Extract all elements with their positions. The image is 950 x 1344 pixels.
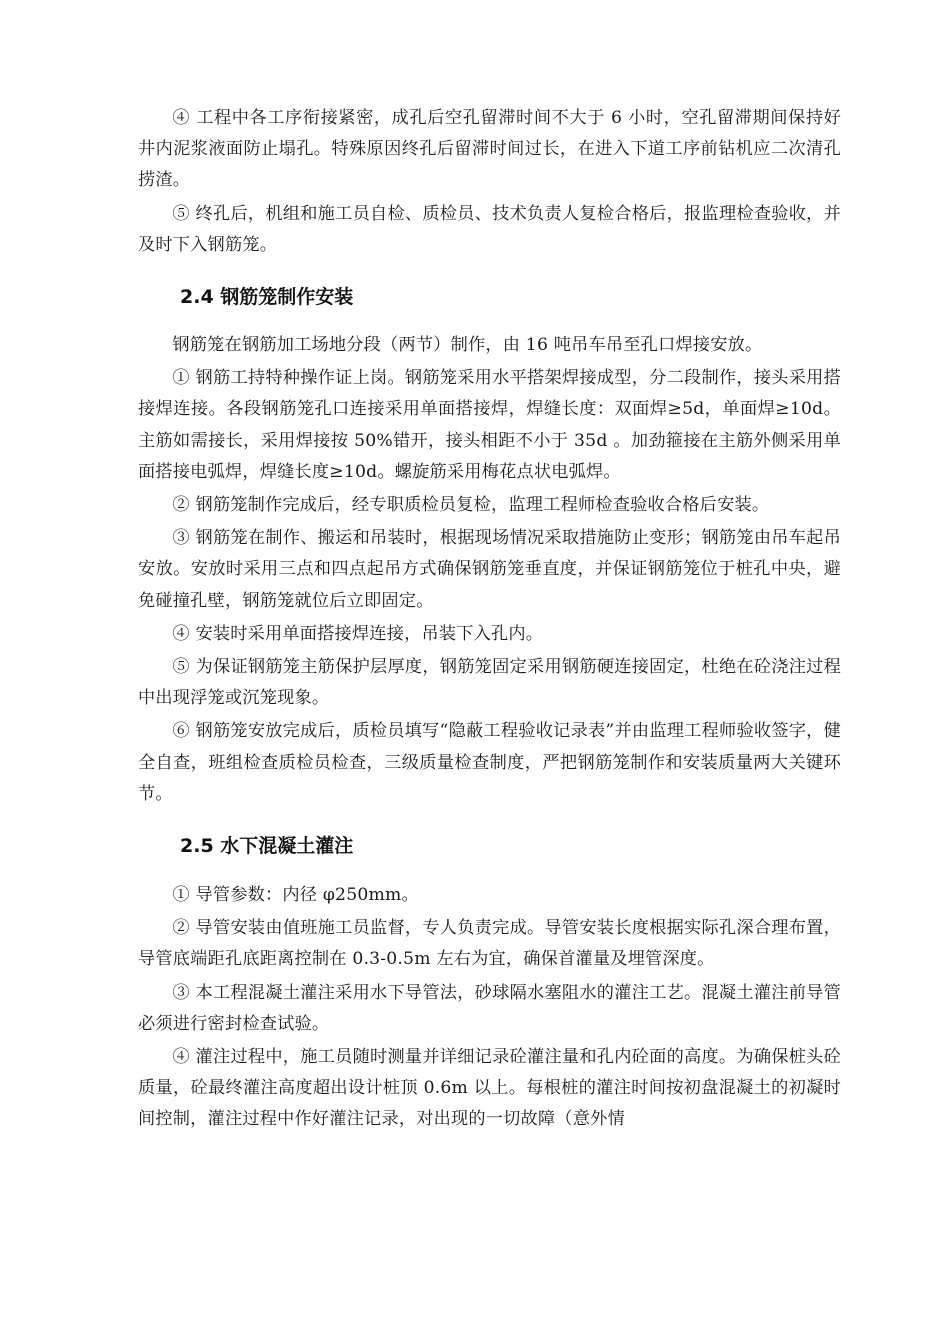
- section-2-4-item-1: ① 钢筋工持特种操作证上岗。钢筋笼采用水平搭架焊接成型，分二段制作，接头采用搭接焊连接。各段钢筋笼孔口连接采用单面搭接焊，焊缝长度：双面焊≥5d，单面焊≥10d。主筋如需接长，采用焊接按 50%错开，接头相距不小于 35d 。加劲箍接在主筋外侧采用单面搭接电弧焊，焊缝长度≥10d。螺旋筋采用梅花点状电弧焊。: [138, 368, 841, 482]
- section-2-4-item-3: ③ 钢筋笼在制作、搬运和吊装时，根据现场情况采取措施防止变形；钢筋笼由吊车起吊安放。安放时采用三点和四点起吊方式确保钢筋笼垂直度，并保证钢筋笼位于桩孔中央，避免碰撞孔壁，钢筋笼就位后立即固定。: [138, 528, 841, 611]
- document-page: [138, 103, 841, 1138]
- section-2-5-item-4: ④ 灌注过程中，施工员随时测量并详细记录砼灌注量和孔内砼面的高度。为确保桩头砼质量，砼最终灌注高度超出设计桩顶 0.6m 以上。每根桩的灌注时间按初盘混凝土的初凝时间控制，灌注过程中作好灌注记录，对出现的一切故障（意外情: [138, 1047, 841, 1130]
- section-2-5-item-3: ③ 本工程混凝土灌注采用水下导管法，砂球隔水塞阻水的灌注工艺。混凝土灌注前导管必须进行密封检查试验。: [138, 982, 841, 1034]
- section-heading-2-5: 2.5 水下混凝土灌注: [180, 835, 354, 858]
- section-2-4-item-6: ⑥ 钢筋笼安放完成后，质检员填写“隐蔽工程验收记录表”并由监理工程师验收签字，健全自查，班组检查质检员检查，三级质量检查制度，严把钢筋笼制作和安装质量两大关键环节。: [138, 721, 841, 804]
- section-2-5-item-2: ② 导管安装由值班施工员监督，专人负责完成。导管安装长度根据实际孔深合理布置，导管底端距孔底距离控制在 0.3-0.5m 左右为宜，确保首灌量及埋管深度。: [138, 918, 841, 970]
- section-2-4-intro: 钢筋笼在钢筋加工场地分段（两节）制作，由 16 吨吊车吊至孔口焊接安放。: [172, 335, 763, 356]
- section-2-5-item-1: ① 导管参数：内径 φ250mm。: [172, 885, 419, 906]
- paragraph-item-5: ⑤ 终孔后，机组和施工员自检、质检员、技术负责人复检合格后，报监理检查验收，并及时下入钢筋笼。: [138, 203, 841, 255]
- section-2-4-item-5: ⑤ 为保证钢筋笼主筋保护层厚度，钢筋笼固定采用钢筋硬连接固定，杜绝在砼浇注过程中出现浮笼或沉笼现象。: [138, 657, 841, 709]
- section-heading-2-4: 2.4 钢筋笼制作安装: [180, 286, 354, 309]
- paragraph-item-4: ④ 工程中各工序衔接紧密，成孔后空孔留滞时间不大于 6 小时，空孔留滞期间保持好井内泥浆液面防止塌孔。特殊原因终孔后留滞时间过长，在进入下道工序前钻机应二次清孔捞渣。: [138, 108, 841, 191]
- section-2-4-item-2: ② 钢筋笼制作完成后，经专职质检员复检，监理工程师检查验收合格后安装。: [172, 495, 770, 516]
- section-2-4-item-4: ④ 安装时采用单面搭接焊连接，吊装下入孔内。: [172, 623, 544, 644]
